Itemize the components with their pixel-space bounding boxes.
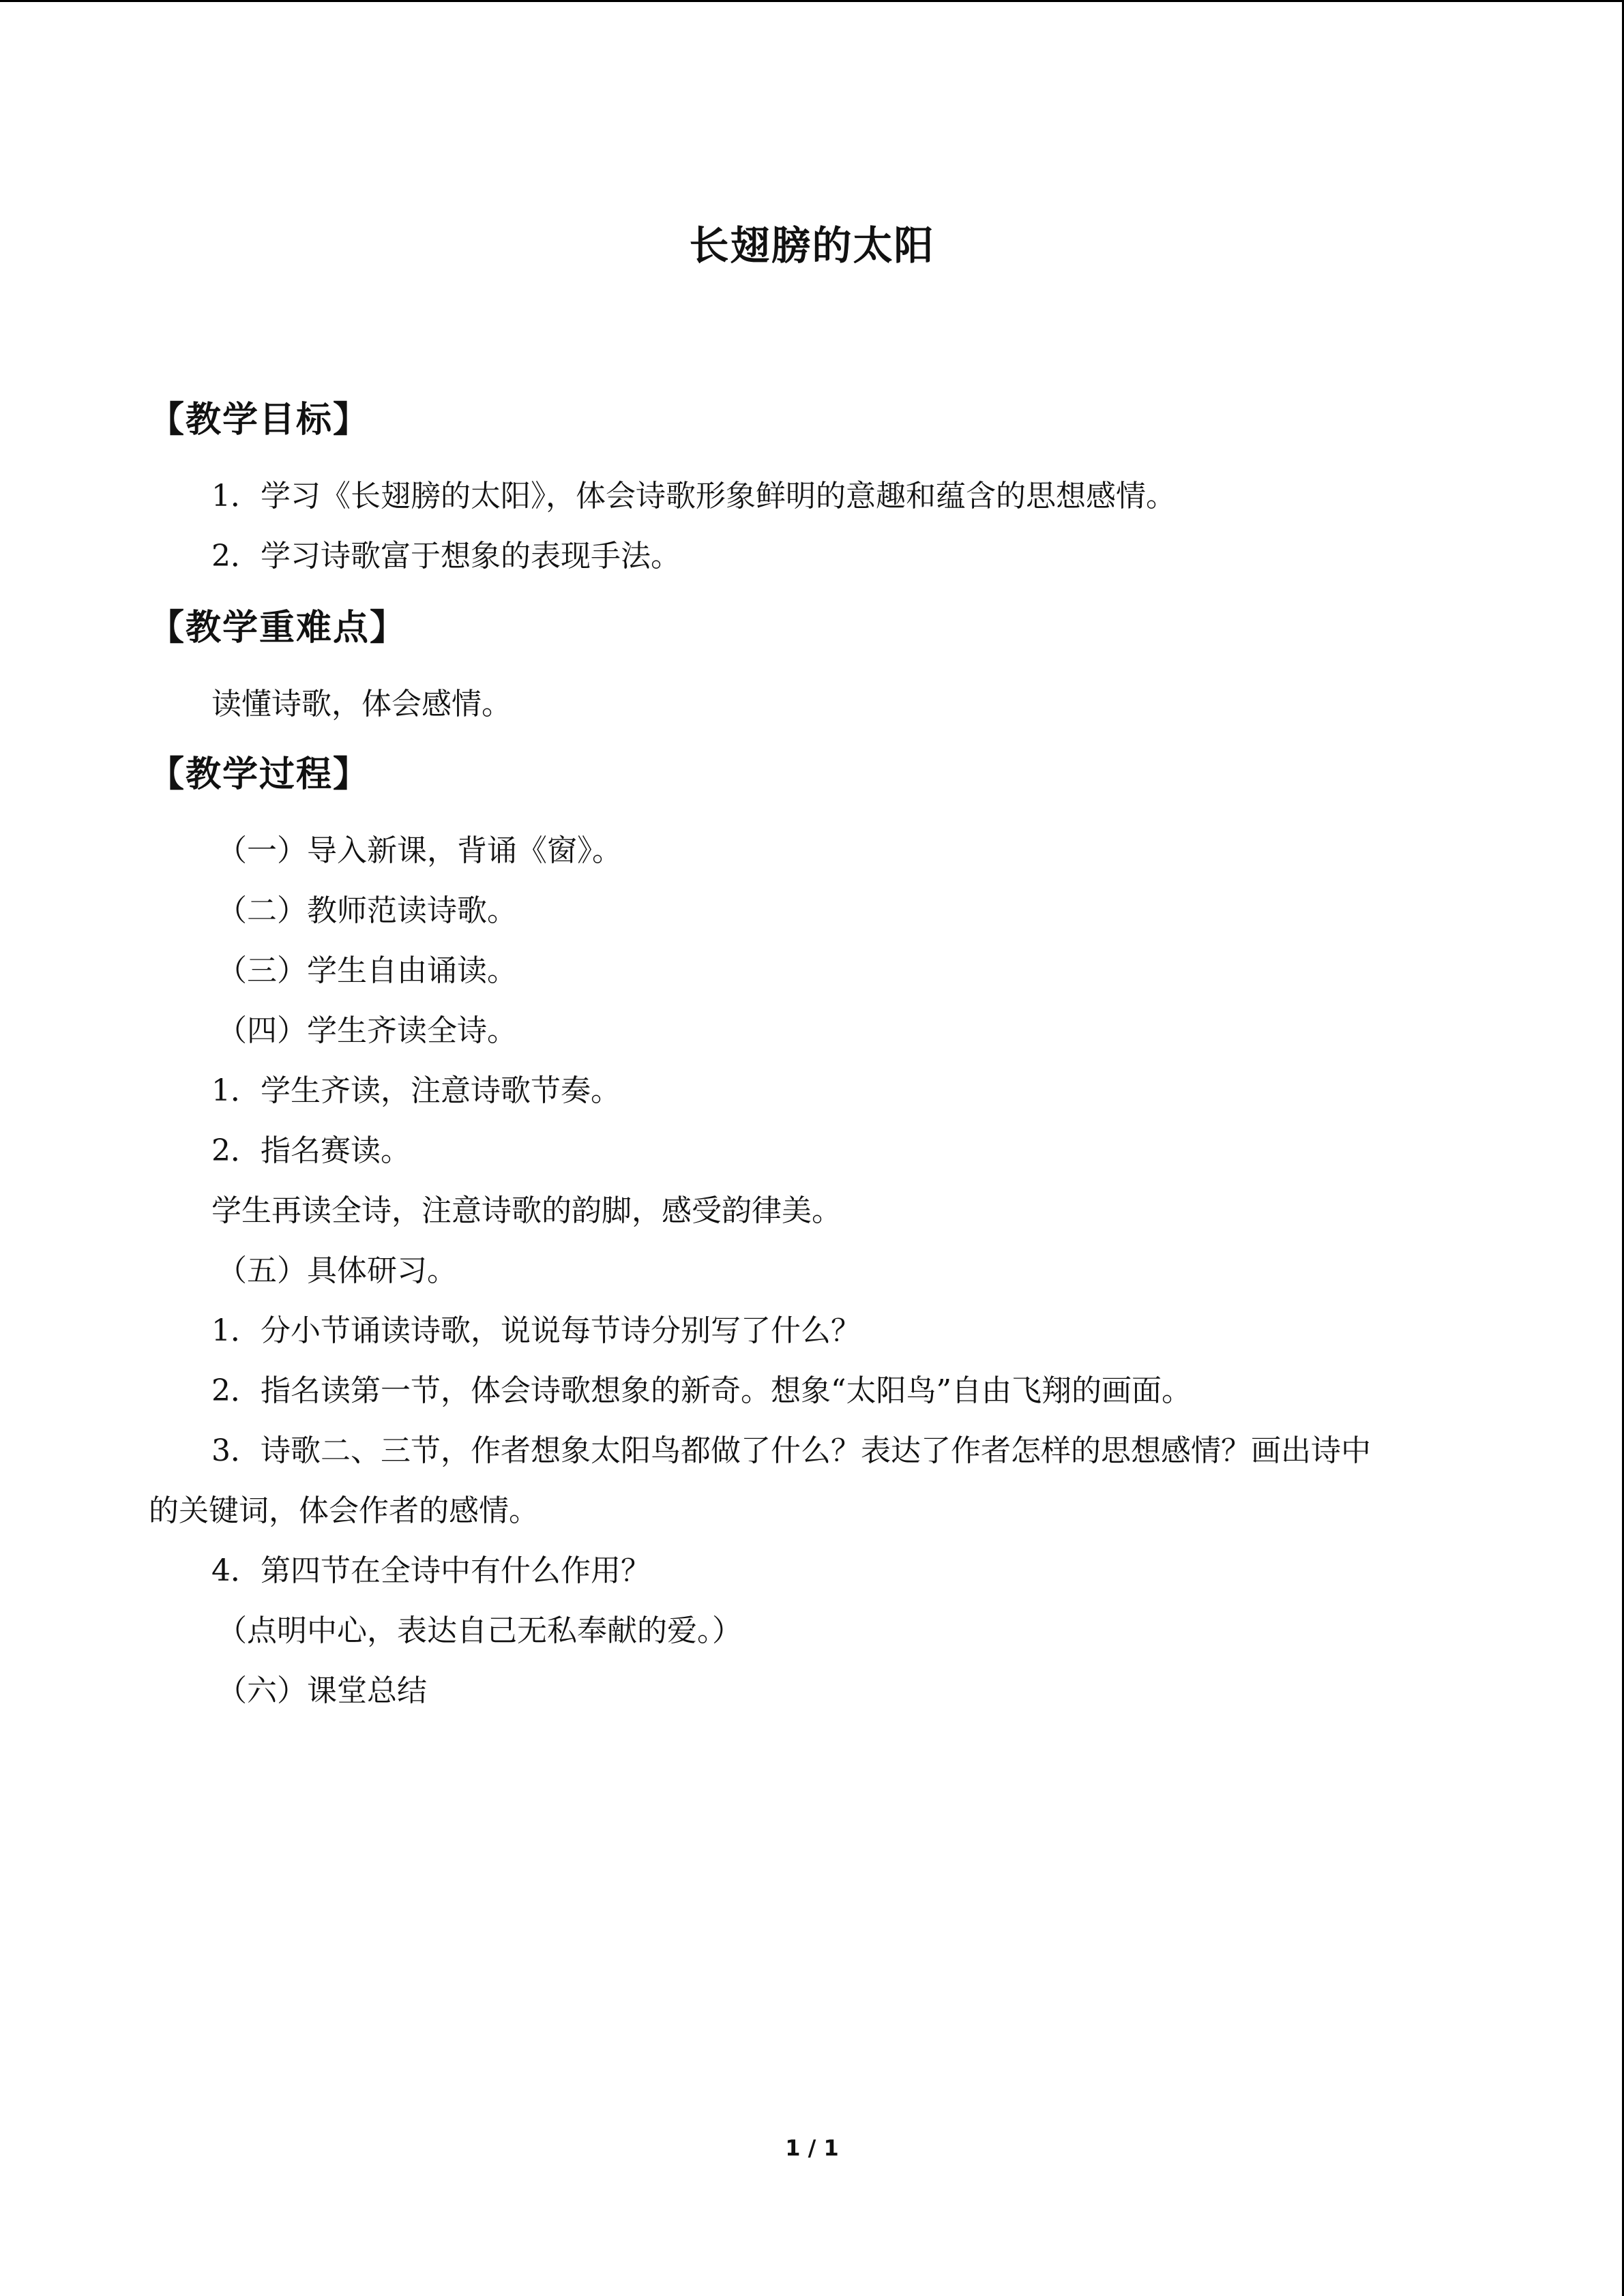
- objective-item: 1．学习《长翅膀的太阳》，体会诗歌形象鲜明的意趣和蕴含的思想感情。: [211, 479, 1176, 513]
- process-line: 学生再读全诗，注意诗歌的韵脚，感受韵律美。: [211, 1193, 842, 1228]
- section-heading-objectives: 【教学目标】: [149, 400, 370, 441]
- page-number: 1 / 1: [785, 2135, 839, 2161]
- process-line: （四）学生齐读全诗。: [217, 1013, 517, 1048]
- process-line: （五）具体研习。: [217, 1253, 457, 1288]
- process-line: （三）学生自由诵读。: [217, 953, 517, 988]
- process-line: （二）教师范读诗歌。: [217, 893, 517, 928]
- process-line: 1．学生齐读，注意诗歌节奏。: [211, 1073, 621, 1108]
- process-line: 2．指名读第一节，体会诗歌想象的新奇。想象“太阳鸟”自由飞翔的画面。: [211, 1373, 1192, 1408]
- process-line: （六）课堂总结: [217, 1673, 427, 1708]
- process-line: 4．第四节在全诗中有什么作用？: [211, 1553, 651, 1588]
- process-line: 的关键词，体会作者的感情。: [149, 1493, 539, 1528]
- section-heading-process: 【教学过程】: [149, 754, 370, 795]
- process-line: 1．分小节诵读诗歌，说说每节诗分别写了什么？: [211, 1313, 861, 1348]
- process-line: （点明中心，表达自己无私奉献的爱。）: [217, 1613, 742, 1648]
- process-line: （一）导入新课，背诵《窗》。: [217, 833, 622, 868]
- process-line: 2．指名赛读。: [211, 1133, 411, 1168]
- section-heading-key-points: 【教学重难点】: [149, 608, 407, 648]
- process-line: 3．诗歌二、三节，作者想象太阳鸟都做了什么？表达了作者怎样的思想感情？画出诗中: [211, 1433, 1371, 1468]
- document-title: 长翅膀的太阳: [689, 222, 935, 269]
- objective-item: 2．学习诗歌富于想象的表现手法。: [211, 539, 681, 573]
- key-points-text: 读懂诗歌，体会感情。: [211, 687, 512, 721]
